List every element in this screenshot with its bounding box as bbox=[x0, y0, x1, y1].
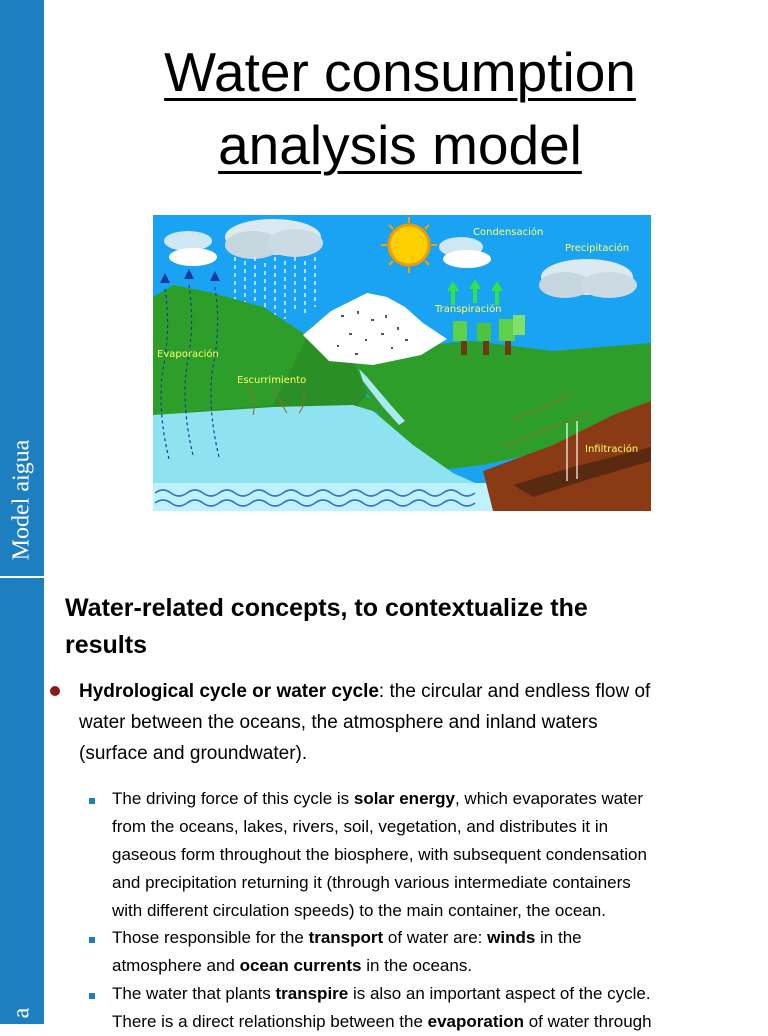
sub-bullet-square-icon bbox=[89, 798, 95, 804]
section-heading bbox=[65, 590, 755, 664]
label-evaporation: Evaporación bbox=[157, 349, 219, 360]
sub3-line2-post: of water through bbox=[523, 1012, 652, 1031]
sub1-post: , which evaporates water bbox=[454, 789, 644, 808]
sub3-pre: The water that plants bbox=[112, 984, 276, 1003]
bullet-dot-icon bbox=[50, 686, 60, 696]
sub-bullet-square-icon bbox=[89, 937, 95, 943]
term-transport: transport bbox=[308, 928, 384, 947]
term-evaporation: evaporation bbox=[427, 1012, 524, 1031]
sub-bullet-transport bbox=[112, 924, 742, 980]
term-transpire: transpire bbox=[275, 984, 349, 1003]
bullet1-text-2: water between the oceans, the atmosphere and inland waters bbox=[79, 712, 598, 733]
sun-icon bbox=[381, 217, 437, 273]
sidebar-separator bbox=[0, 576, 44, 578]
sub3-line2-pre: There is a direct relationship between the bbox=[112, 1012, 428, 1031]
sub1-line-2: from the oceans, lakes, rivers, soil, vegetation, and distributes it in bbox=[112, 817, 609, 836]
water-cycle-diagram bbox=[153, 215, 651, 511]
heading-line-2: results bbox=[65, 631, 147, 659]
label-infiltration: Infiltración bbox=[585, 444, 639, 455]
sub-bullet-square-icon bbox=[89, 993, 95, 999]
title-line-2: analysis model bbox=[218, 114, 582, 176]
sub-bullet-transpire bbox=[112, 980, 742, 1036]
sub1-line-4: and precipitation returning it (through various intermediate containers bbox=[112, 873, 631, 892]
bullet1-text-3: (surface and groundwater). bbox=[79, 743, 308, 764]
label-condensation: Condensación bbox=[473, 227, 544, 238]
sub1-pre: The driving force of this cycle is bbox=[112, 789, 354, 808]
label-transpiration: Transpiración bbox=[435, 304, 502, 315]
bullet-hydrological-cycle bbox=[79, 676, 749, 769]
sidebar bbox=[0, 0, 44, 1024]
sub2-line2-post: in the oceans. bbox=[361, 956, 473, 975]
title-line-1: Water consumption bbox=[164, 41, 636, 103]
term-solar-energy: solar energy bbox=[353, 789, 455, 808]
heading-line-1: Water-related concepts, to contextualize the bbox=[65, 594, 588, 622]
bullet1-text-1: : the circular and endless flow of bbox=[378, 681, 651, 702]
term-hydrological-cycle: Hydrological cycle or water cycle bbox=[79, 681, 379, 702]
sub2-pre: Those responsible for the bbox=[112, 928, 309, 947]
sub3-post: is also an important aspect of the cycle. bbox=[348, 984, 651, 1003]
sub1-line-3: gaseous form throughout the biosphere, with subsequent condensation bbox=[112, 845, 647, 864]
sub2-mid: of water are: bbox=[383, 928, 488, 947]
rain-cloud-icon bbox=[225, 219, 323, 259]
sub2-post: in the bbox=[535, 928, 582, 947]
sub2-line2-pre: atmosphere and bbox=[112, 956, 240, 975]
label-runoff: Escurrimiento bbox=[237, 375, 307, 386]
sidebar-label-partial: a bbox=[8, 1007, 35, 1019]
term-winds: winds bbox=[487, 928, 536, 947]
sidebar-label: Model aigua bbox=[8, 439, 35, 561]
term-ocean-currents: ocean currents bbox=[239, 956, 362, 975]
label-precipitation: Precipitación bbox=[565, 243, 630, 254]
sub-bullet-solar-energy bbox=[112, 785, 742, 925]
page-title bbox=[60, 36, 740, 182]
sub1-line-5: with different circulation speeds) to the main container, the ocean. bbox=[112, 901, 606, 920]
